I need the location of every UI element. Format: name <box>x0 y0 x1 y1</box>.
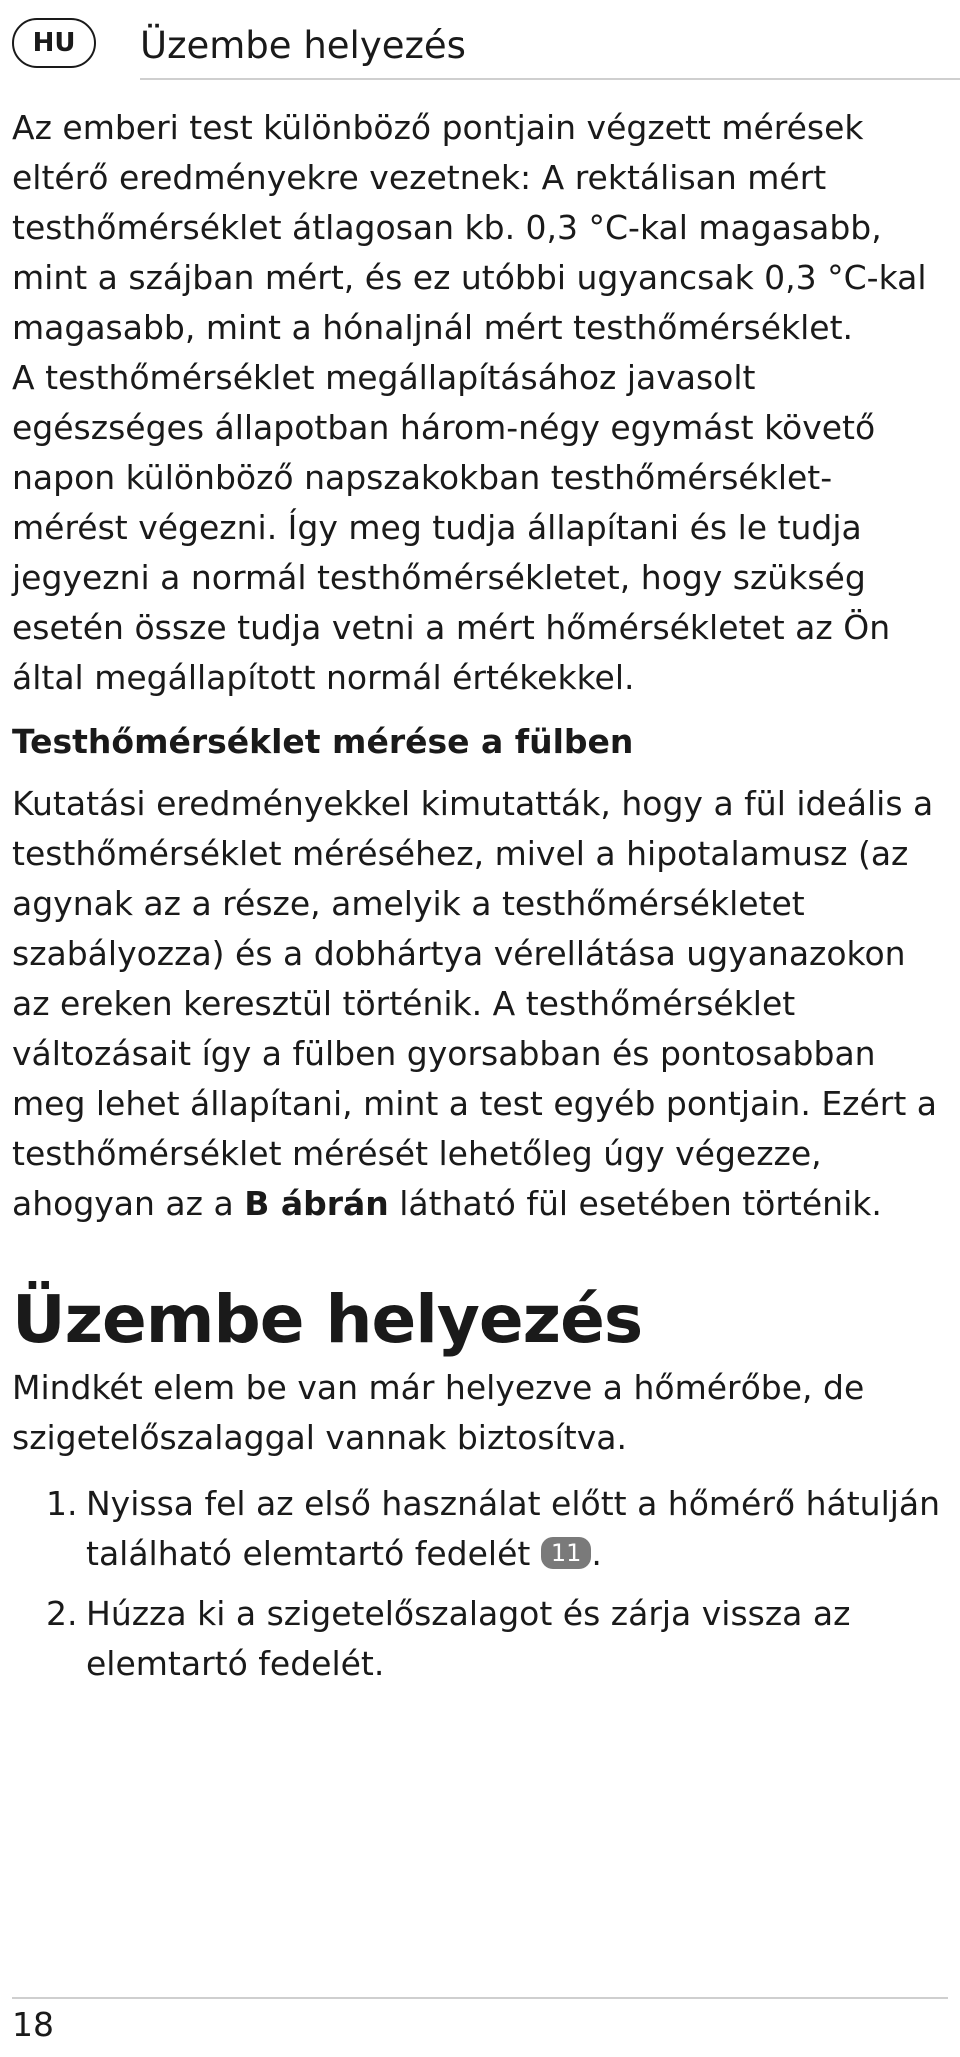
language-badge: HU <box>12 18 96 68</box>
setup-step <box>12 1479 947 1579</box>
ear-measurement-heading: Testhőmérséklet mérése a fülben <box>12 722 634 761</box>
footer-divider <box>12 1997 948 1999</box>
step-end-punctuation: . <box>591 1534 602 1573</box>
ear-paragraph-text: Kutatási eredményekkel kimutatták, hogy a fül ideális a testhőmérséklet méréséhez, mivel a hipotalamusz (az agynak az a része, amelyik a testhőmérsékletet szabályozza) és a dobhártya vérellátása ugyanazokon az ereken keresztül történik. A testhőmérséklet változásait így a fülben gyorsabban és pontosabban meg lehet állapítani, mint a test egyéb pontjain. Ezért a testhőmérséklet mérését lehetőleg úgy végezze, ahogyan az a <box>12 784 938 1223</box>
running-section-title: Üzembe helyezés <box>140 24 466 67</box>
setup-intro-paragraph: Mindkét elem be van már helyezve a hőmérőbe, de szigetelőszalaggal vannak biztosítva. <box>12 1368 865 1457</box>
header-divider <box>140 78 960 80</box>
page-header <box>12 14 960 74</box>
ear-measurement-paragraph <box>12 779 947 1229</box>
setup-heading: Üzembe helyezés <box>12 1281 643 1358</box>
part-number-badge: 11 <box>541 1537 592 1569</box>
setup-steps-list <box>12 1479 947 1689</box>
figure-b-reference: B ábrán <box>244 1184 389 1223</box>
page-number: 18 <box>12 2005 54 2044</box>
step-text: Nyissa fel az első használat előtt a hőmérő hátulján található elemtartó fedelét <box>86 1484 941 1573</box>
measurement-sites-paragraph: Az emberi test különböző pontjain végzett mérések eltérő eredményekre vezetnek: A rektálisan mért testhőmérséklet átlagosan kb. 0,3 °C-kal magasabb, mint a szájban mért, és ez utóbbi ugyancsak 0,3 °C-kal magasabb, mint a hónaljnál mért testhőmérséklet. <box>12 108 927 347</box>
ear-paragraph-end: látható fül esetében történik. <box>399 1184 882 1223</box>
step-text: Húzza ki a szigetelőszalagot és zárja vissza az elemtartó fedelét. <box>86 1594 851 1683</box>
normal-temperature-paragraph: A testhőmérséklet megállapításához javasolt egészséges állapotban három-négy egymást követő napon különböző napszakokban testhőmérséklet-mérést végezni. Így meg tudja állapítani és le tudja jegyezni a normál testhőmérsékletet, hogy szükség esetén össze tudja vetni a mért hőmérsékletet az Ön által megállapított normál értékekkel. <box>12 358 891 697</box>
step-number: 2. <box>46 1594 78 1633</box>
step-number: 1. <box>46 1484 78 1523</box>
setup-step <box>12 1589 947 1689</box>
page-content <box>12 103 947 1699</box>
